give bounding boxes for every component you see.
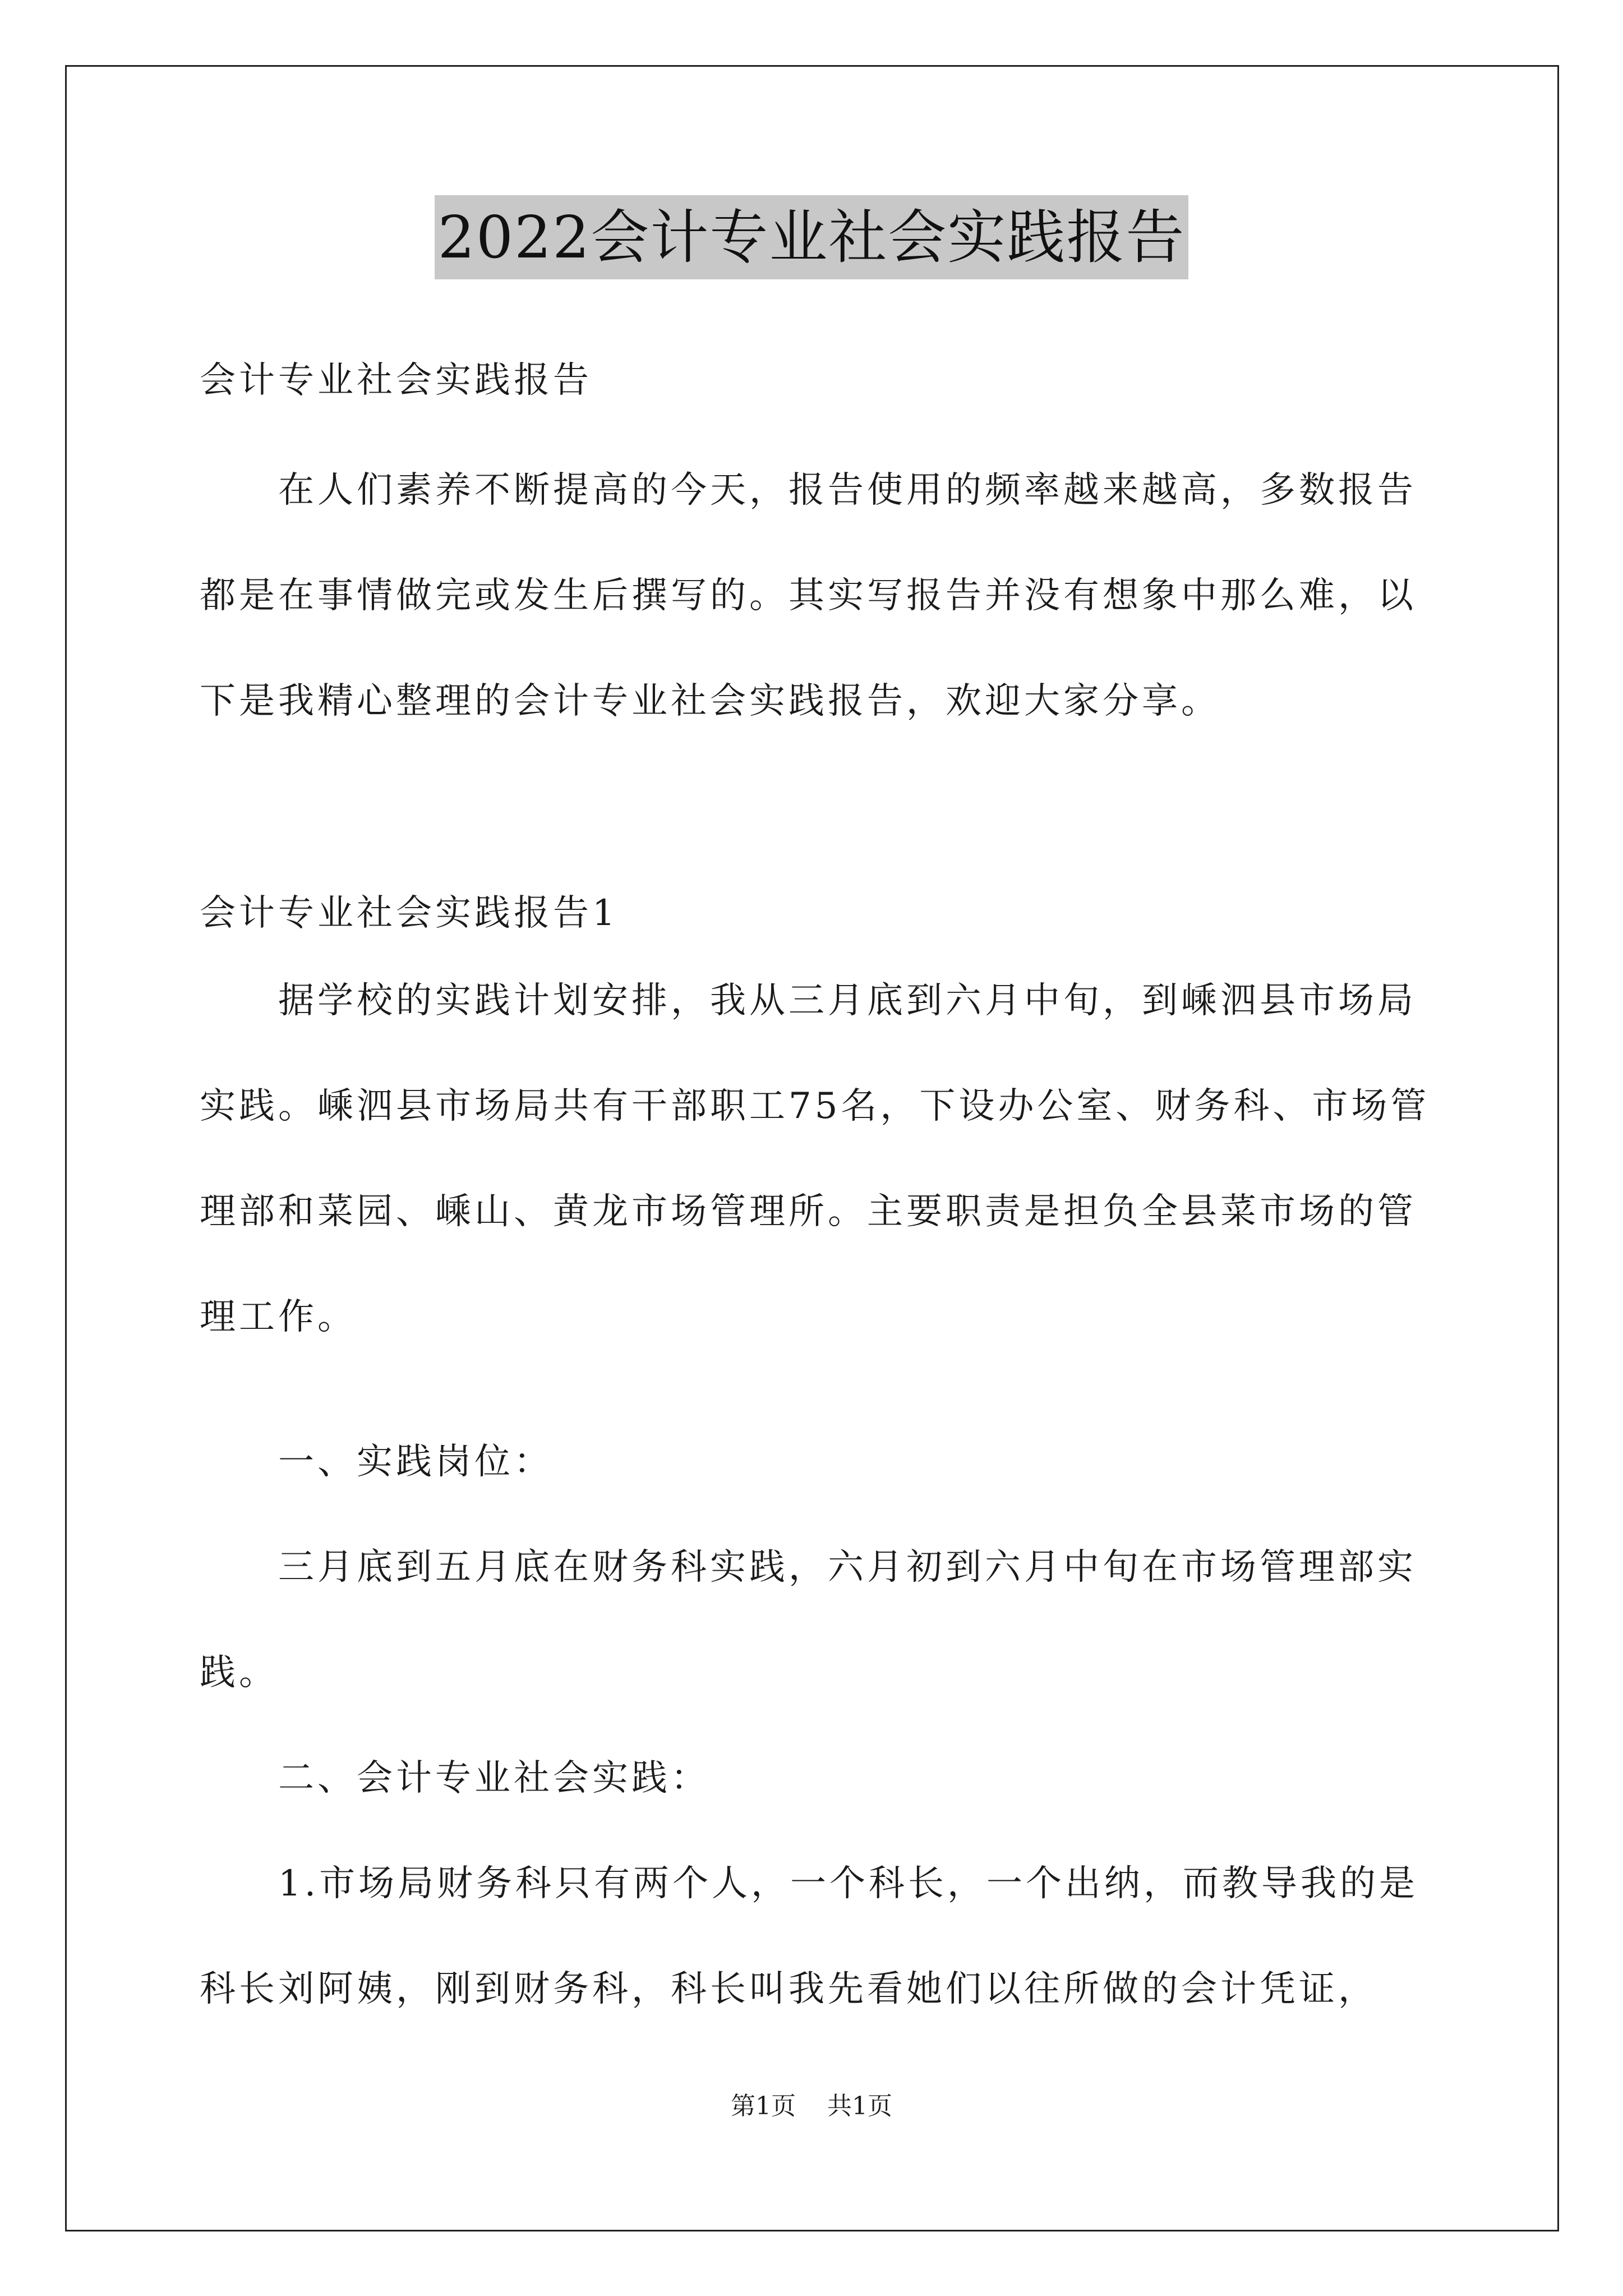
document-title: 2022会计专业社会实践报告 xyxy=(435,195,1189,279)
document-subtitle: 会计专业社会实践报告 xyxy=(200,360,592,401)
body-paragraph-3: 1.市场局财务科只有两个人，一个科长，一个出纳，而教导我的是科长刘阿姨，刚到财务科，科长叫我先看她们以往所做的会计凭证， xyxy=(200,1863,1419,2010)
title-container xyxy=(0,195,1623,279)
body-paragraph-1: 据学校的实践计划安排，我从三月底到六月中旬，到嵊泗县市场局实践。嵊泗县市场局共有干部职工75名，下设办公室、财务科、市场管理部和菜园、嵊山、黄龙市场管理所。主要职责是担负全县菜市场的管理工作。 xyxy=(200,980,1430,1338)
page-footer xyxy=(0,2086,1623,2122)
heading-practice-position: 一、实践岗位： xyxy=(278,1441,553,1483)
body-paragraph-2: 三月底到五月底在财务科实践，六月初到六月中旬在市场管理部实践。 xyxy=(200,1547,1417,1694)
page-number-current: 第1页 xyxy=(731,2092,796,2120)
heading-accounting-practice: 二、会计专业社会实践： xyxy=(278,1757,710,1799)
page-number-total: 共1页 xyxy=(827,2092,892,2120)
intro-paragraph: 在人们素养不断提高的今天，报告使用的频率越来越高，多数报告都是在事情做完或发生后撰写的。其实写报告并没有想象中那么难，以下是我精心整理的会计专业社会实践报告，欢迎大家分享。 xyxy=(200,470,1417,722)
section-title: 会计专业社会实践报告1 xyxy=(200,892,619,934)
